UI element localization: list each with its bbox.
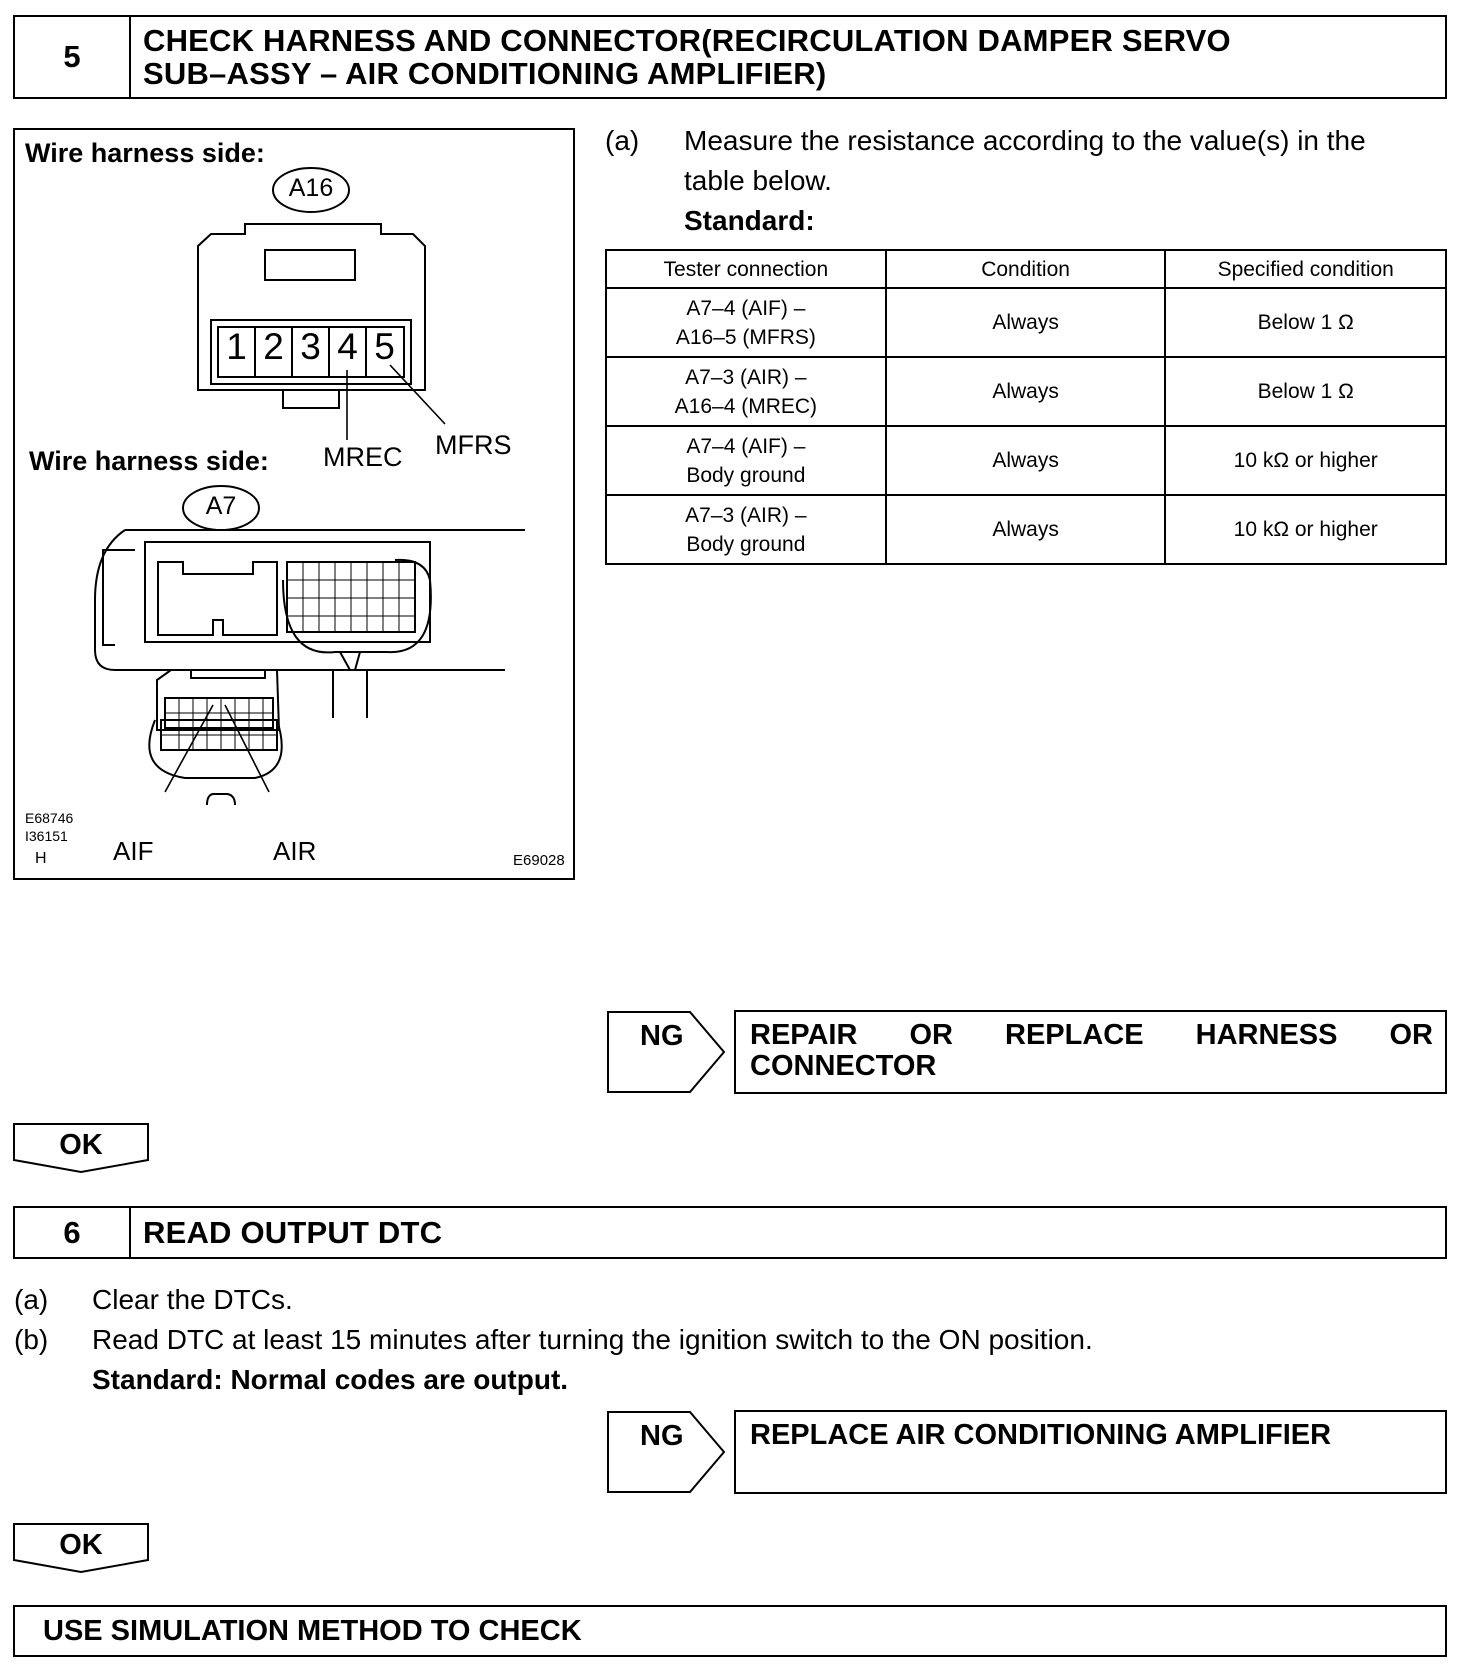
mfrs-leader <box>390 365 445 424</box>
step6-ng-action: REPLACE AIR CONDITIONING AMPLIFIER <box>734 1410 1447 1494</box>
ng-word: OR <box>1389 1019 1433 1051</box>
connection-from: A7–4 (AIF) – <box>686 434 806 458</box>
table-row <box>606 426 1446 495</box>
table-header-cell: Condition <box>886 250 1166 288</box>
table-header-row <box>606 250 1446 288</box>
table-header-cell: Specified condition <box>1165 250 1446 288</box>
mfrs-label: MFRS <box>435 430 512 460</box>
final-step-title: USE SIMULATION METHOD TO CHECK <box>43 1615 582 1647</box>
step6-item-b-text: Read DTC at least 15 minutes after turning the ignition switch to the ON position. <box>92 1324 1093 1355</box>
condition-cell: Always <box>886 288 1166 357</box>
connector-diagram <box>13 128 575 880</box>
step6-ng-label: NG <box>640 1420 684 1452</box>
step5-instruction-line1: Measure the resistance according to the value(s) in the <box>684 125 1366 156</box>
air-label: AIR <box>273 836 317 866</box>
a16-side-label: Wire harness side: <box>25 138 265 168</box>
figure-code-4: E69028 <box>513 852 565 869</box>
step5-instruction-line2: table below. <box>684 165 832 196</box>
connector-illustration <box>15 130 573 878</box>
step6-ok-label: OK <box>59 1529 103 1561</box>
step5-ok-label: OK <box>59 1129 103 1161</box>
step6-item-a-marker: (a) <box>14 1284 49 1315</box>
step5-title <box>143 17 1231 97</box>
connection-to: A16–5 (MFRS) <box>675 325 816 349</box>
step5-title-line2: SUB–ASSY – AIR CONDITIONING AMPLIFIER) <box>143 56 827 91</box>
step5-standard-label: Standard: <box>684 205 815 236</box>
step6-title: READ OUTPUT DTC <box>143 1215 443 1250</box>
a7-side-label: Wire harness side: <box>29 446 269 476</box>
condition-cell: Always <box>886 495 1166 564</box>
step5-title-line1: CHECK HARNESS AND CONNECTOR(RECIRCULATION DAMPER SERVO <box>143 23 1231 58</box>
connection-from: A7–3 (AIR) – <box>685 503 807 527</box>
tester-connection-cell <box>606 288 886 357</box>
step5-ng-action-line2: CONNECTOR <box>750 1050 937 1082</box>
figure-code-1: E68746 <box>25 810 74 826</box>
a7-body-bottom <box>95 530 505 670</box>
spec-cell: Below 1 Ω <box>1165 288 1446 357</box>
connection-to: A16–4 (MREC) <box>674 394 818 418</box>
a7-connector-label: A7 <box>205 492 237 520</box>
table-header-cell: Tester connection <box>606 250 886 288</box>
step5-instruction-marker: (a) <box>605 125 640 156</box>
pin-5: 5 <box>374 326 395 367</box>
step5-ng-action-line1 <box>750 1020 1433 1051</box>
ng-word: OR <box>909 1019 953 1051</box>
final-step-box <box>13 1605 1447 1657</box>
mrec-label: MREC <box>323 442 403 472</box>
a7-lower-wire-stub <box>207 794 235 805</box>
table-row <box>606 288 1446 357</box>
a16-latch <box>265 250 355 280</box>
spec-table <box>605 249 1447 565</box>
connection-from: A7–4 (AIF) – <box>686 296 806 320</box>
a16-pin-numbers <box>218 326 404 368</box>
ng-word: REPLACE <box>1005 1019 1144 1051</box>
step5-number: 5 <box>15 17 131 97</box>
step5-header <box>13 15 1447 99</box>
pin-2: 2 <box>263 326 284 367</box>
tester-connection-cell <box>606 357 886 426</box>
a16-connector-label: A16 <box>288 174 334 202</box>
a7-left-cavity <box>158 562 277 635</box>
aif-label: AIF <box>113 836 154 866</box>
step6-standard: Standard: Normal codes are output. <box>92 1364 569 1395</box>
spec-cell: 10 kΩ or higher <box>1165 495 1446 564</box>
connection-from: A7–3 (AIR) – <box>685 365 807 389</box>
condition-cell: Always <box>886 426 1166 495</box>
spec-cell: 10 kΩ or higher <box>1165 426 1446 495</box>
step6-item-a-text: Clear the DTCs. <box>92 1284 293 1315</box>
pin-1: 1 <box>226 326 247 367</box>
pin-4: 4 <box>337 326 358 367</box>
connection-to: Body ground <box>686 463 806 487</box>
tester-connection-cell <box>606 495 886 564</box>
step5-ng-label: NG <box>640 1020 684 1052</box>
spec-cell: Below 1 Ω <box>1165 357 1446 426</box>
condition-cell: Always <box>886 357 1166 426</box>
step6-number: 6 <box>15 1208 131 1257</box>
ng-word: REPAIR <box>750 1019 858 1051</box>
figure-code-2: I36151 <box>25 828 68 844</box>
connection-to: Body ground <box>686 532 806 556</box>
pin-3: 3 <box>300 326 321 367</box>
a7-side <box>103 550 135 645</box>
step6-item-b-marker: (b) <box>14 1324 49 1355</box>
table-row <box>606 357 1446 426</box>
step5-ng-action <box>734 1010 1447 1094</box>
a16-bottom-lock <box>283 390 339 408</box>
a7-right-harness-loop <box>283 560 431 653</box>
ng-word: HARNESS <box>1195 1019 1338 1051</box>
tester-connection-cell <box>606 426 886 495</box>
figure-code-3: H <box>35 850 47 867</box>
step6-header <box>13 1206 1447 1259</box>
table-row <box>606 495 1446 564</box>
